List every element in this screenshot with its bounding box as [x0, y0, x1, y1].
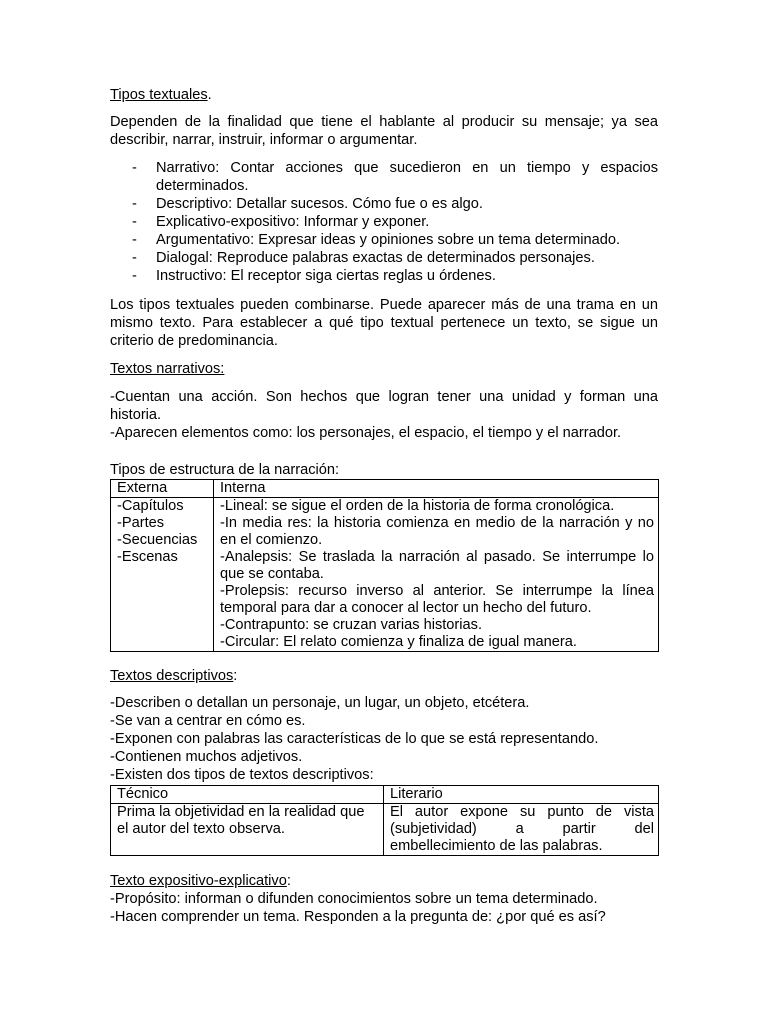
- cell-line: -In media res: la historia comienza en medio de la narración y no en el comienzo.: [220, 515, 654, 548]
- table-row: [111, 498, 659, 652]
- list-dash: -: [132, 250, 137, 266]
- page-title: [110, 86, 658, 104]
- text-types-list: [110, 159, 658, 285]
- expository-line: -Hacen comprender un tema. Responden a la pregunta de: ¿por qué es así?: [110, 909, 606, 925]
- table-row: [111, 804, 659, 856]
- list-dash: -: [132, 196, 137, 212]
- expository-heading-text: Texto expositivo-explicativo: [110, 873, 287, 889]
- list-item: [110, 159, 658, 195]
- list-dash: -: [132, 268, 137, 284]
- list-item: [110, 249, 658, 267]
- list-dash: -: [132, 214, 137, 230]
- expository-heading: [110, 872, 658, 890]
- expository-heading-suffix: :: [286, 873, 291, 889]
- list-item-text: Dialogal: Reproduce palabras exactas de determinados personajes.: [156, 250, 595, 266]
- table-header-row: [111, 480, 659, 498]
- cell-line: -Analepsis: Se traslada la narración al pasado. Se interrumpe lo que se contaba.: [220, 549, 654, 582]
- descriptive-heading-suffix: :: [233, 668, 238, 684]
- table-header-cell: Literario: [384, 786, 659, 804]
- expository-lines: [110, 890, 658, 926]
- list-item: [110, 231, 658, 249]
- descriptive-types-table: [110, 785, 659, 856]
- table-cell-literary: El autor expone su punto de vista (subjetividad) a partir del embellecimiento de las palabras.: [384, 804, 659, 856]
- narrative-line-2: -Aparecen elementos como: los personajes, el espacio, el tiempo y el narrador.: [110, 425, 622, 441]
- descriptive-line: -Contienen muchos adjetivos.: [110, 749, 303, 765]
- cell-line: -Partes: [117, 515, 165, 531]
- table-header-cell: Técnico: [111, 786, 384, 804]
- descriptive-line: -Se van a centrar en cómo es.: [110, 713, 306, 729]
- list-item-text: Explicativo-expositivo: Informar y exponer.: [156, 214, 430, 230]
- list-item: [110, 213, 658, 231]
- list-item: [110, 195, 658, 213]
- table-cell-technical: Prima la objetividad en la realidad que el autor del texto observa.: [111, 804, 384, 856]
- descriptive-line: -Exponen con palabras las características de lo que se está representando.: [110, 731, 599, 747]
- cell-line: -Contrapunto: se cruzan varias historias.: [220, 617, 482, 633]
- cell-line: -Circular: El relato comienza y finaliza de igual manera.: [220, 634, 577, 650]
- table-cell-external: [111, 498, 214, 652]
- cell-line: -Secuencias: [117, 532, 198, 548]
- descriptive-line: -Existen dos tipos de textos descriptivos:: [110, 767, 374, 783]
- cell-line: -Lineal: se sigue el orden de la historia de forma cronológica.: [220, 498, 615, 514]
- list-dash: -: [132, 232, 137, 248]
- descriptive-line: -Describen o detallan un personaje, un lugar, un objeto, etcétera.: [110, 695, 530, 711]
- descriptive-heading-text: Textos descriptivos: [110, 668, 234, 684]
- narrative-heading-text: Textos narrativos:: [110, 361, 225, 377]
- cell-line: -Escenas: [117, 549, 178, 565]
- list-item-text: Argumentativo: Expresar ideas y opiniones sobre un tema determinado.: [156, 232, 621, 248]
- list-item-text: Narrativo: Contar acciones que sucedieron en un tiempo y espacios determinados.: [156, 160, 658, 194]
- table-header-cell: Externa: [111, 480, 214, 498]
- table-header-cell: Interna: [214, 480, 659, 498]
- narrative-line-1: -Cuentan una acción. Son hechos que logran tener una unidad y forman una historia.: [110, 389, 658, 423]
- list-dash: -: [132, 160, 137, 176]
- table-header-row: [111, 786, 659, 804]
- cell-line: -Capítulos: [117, 498, 184, 514]
- cell-line: -Prolepsis: recurso inverso al anterior. Se interrumpe la línea temporal para dar a conocer al lector un hecho del futuro.: [220, 583, 654, 616]
- combine-paragraph: Los tipos textuales pueden combinarse. Puede aparecer más de una trama en un mismo texto. Para establecer a qué tipo textual pertenece un texto, se sigue un criterio de predominancia.: [110, 297, 658, 349]
- title-text: Tipos textuales: [110, 87, 208, 103]
- descriptive-heading: [110, 667, 658, 685]
- list-item-text: Descriptivo: Detallar sucesos. Cómo fue o es algo.: [156, 196, 483, 212]
- expository-line: -Propósito: informan o difunden conocimientos sobre un tema determinado.: [110, 891, 598, 907]
- table-cell-internal: [214, 498, 659, 652]
- descriptive-lines: [110, 694, 658, 784]
- list-item-text: Instructivo: El receptor siga ciertas reglas u órdenes.: [156, 268, 496, 284]
- intro-paragraph: Dependen de la finalidad que tiene el hablante al producir su mensaje; ya sea describir, narrar, instruir, informar o argumentar.: [110, 114, 658, 148]
- title-suffix: .: [207, 87, 212, 103]
- narrative-heading: [110, 360, 658, 378]
- narrative-structure-table: [110, 479, 659, 652]
- list-item: [110, 267, 658, 285]
- narrative-table-caption: Tipos de estructura de la narración:: [110, 462, 340, 478]
